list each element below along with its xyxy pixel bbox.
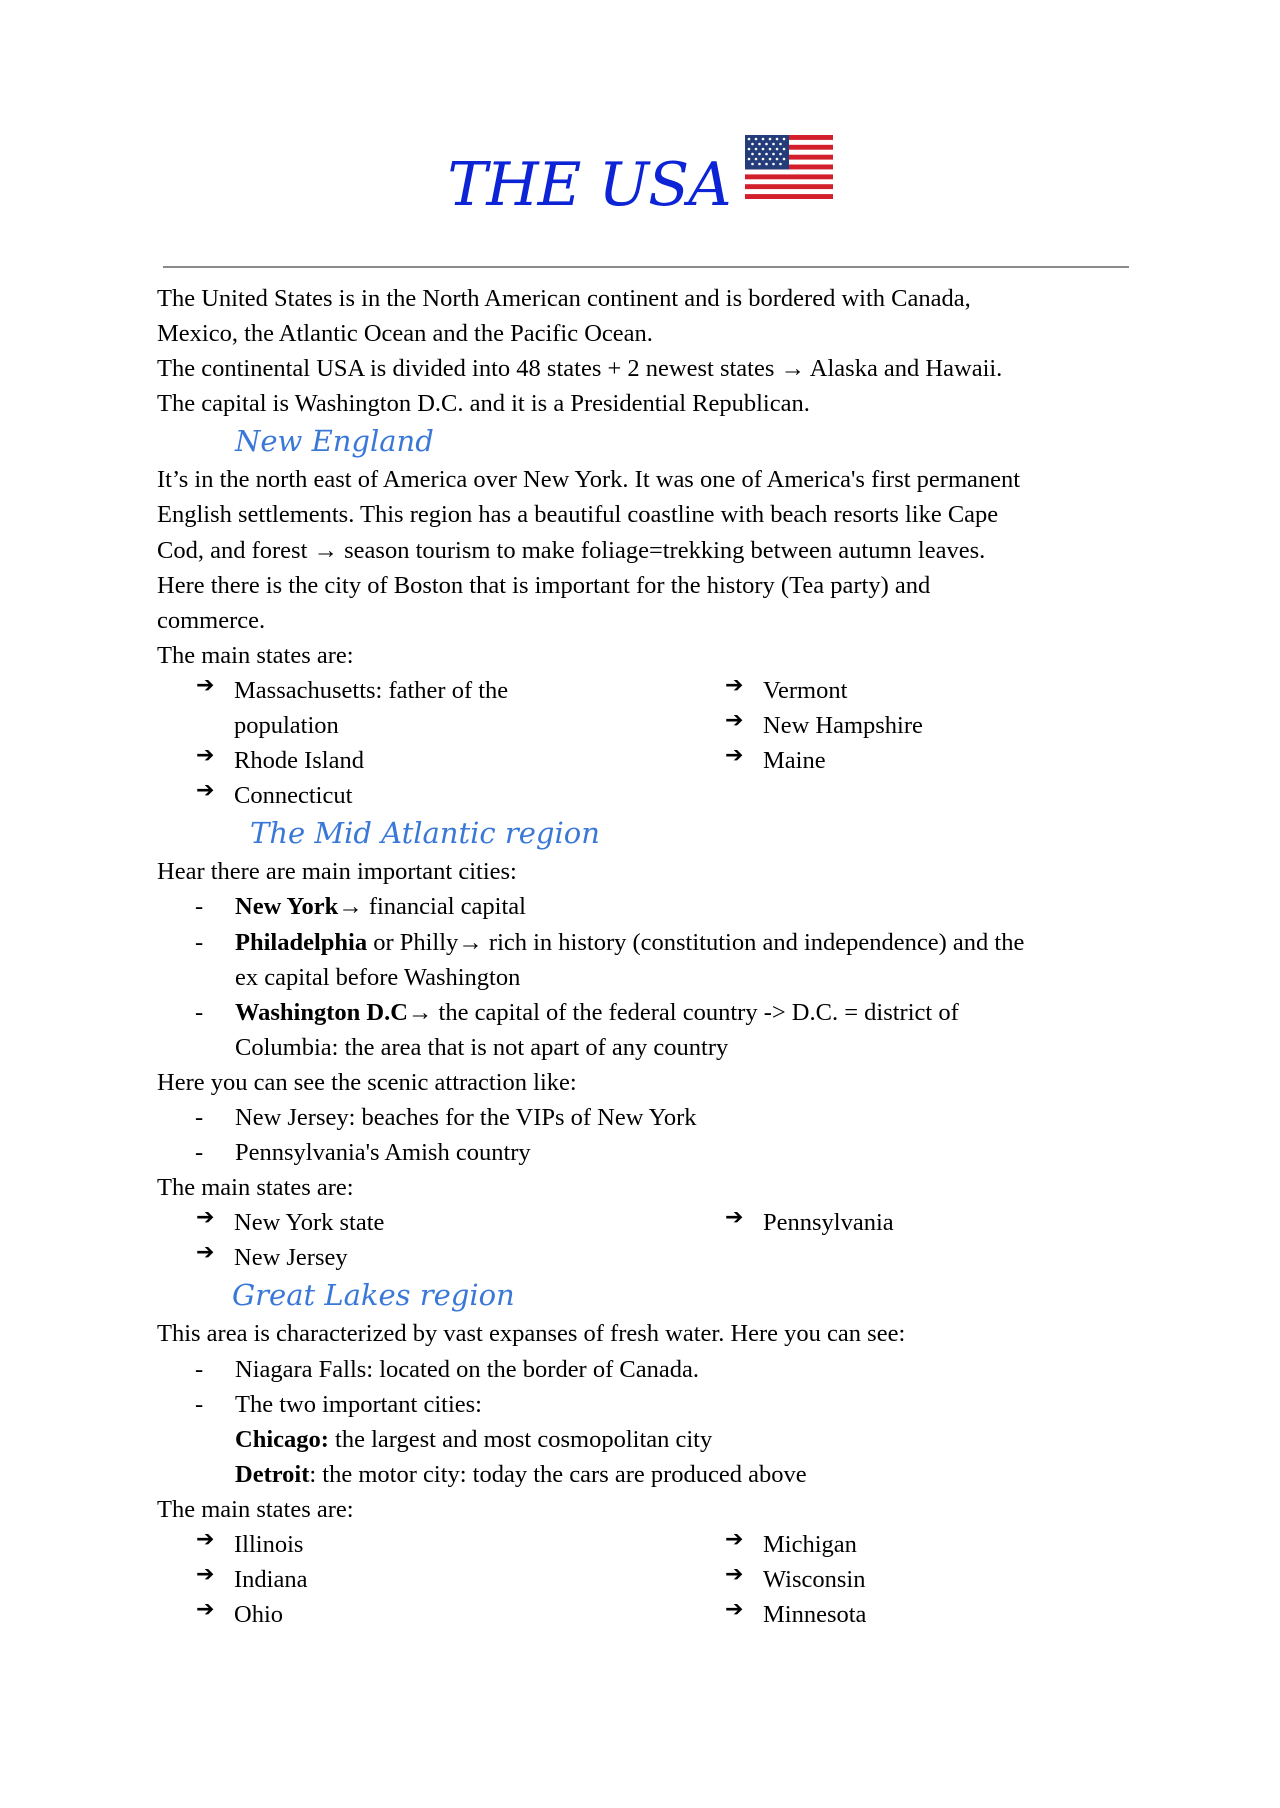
main-content [157,281,1137,1632]
states-column-left [196,673,666,813]
section-heading-new-england: New England [235,424,434,459]
arrow-right-icon: ➔ [196,1240,215,1266]
list-item: ➔ New Jersey [196,1240,348,1272]
arrow-right-icon: ➔ [196,1597,215,1623]
list-item: ➔ Massachusetts: father of the population [196,672,509,740]
states-label: The main states are: [157,1174,354,1202]
list-item: ➔ Michigan [725,1527,857,1559]
arrow-right-icon: ➔ [196,743,215,769]
list-item-continuation: Columbia: the area that is not apart of any country [235,1033,729,1061]
intro-line: Mexico, the Atlantic Ocean and the Pacific Ocean. [157,320,653,348]
intro-line: The United States is in the North American continent and is bordered with Canada, [157,285,971,312]
states-column-left [196,1205,666,1275]
list-item: ➔ Rhode Island [196,743,364,775]
intro-line: The continental USA is divided into 48 states + 2 newest states → Alaska and Hawaii. [157,355,1003,383]
list-item: ➔ New Hampshire [725,708,923,740]
arrow-right-icon: ➔ [725,743,744,769]
list-item: ➔ Illinois [196,1527,304,1559]
paragraph-line: commerce. [157,606,266,634]
list-item: ➔ Vermont [725,672,848,704]
page-title: THE USA [447,150,731,220]
list-item: - New Jersey: beaches for the VIPs of New York [195,1103,697,1131]
arrow-right-icon: ➔ [196,1562,215,1588]
intro-line: The capital is Washington D.C. and it is a Presidential Republican. [157,390,810,418]
list-item: - Pennsylvania's Amish country [195,1139,531,1167]
arrow-right-icon: ➔ [725,708,744,734]
list-item: - The two important cities: [195,1390,482,1418]
paragraph-line: Cod, and forest → season tourism to make foliage=trekking between autumn leaves. [157,536,986,564]
states-list [157,1527,1137,1632]
states-list [157,1205,1137,1275]
arrow-right-icon: ➔ [196,1527,215,1553]
list-item: ➔ Ohio [196,1597,283,1629]
us-flag-icon [745,135,833,206]
paragraph-line: This area is characterized by vast expanses of fresh water. Here you can see: [157,1320,906,1348]
states-column-right [725,1527,1195,1632]
list-item: ➔ New York state [196,1205,385,1237]
list-item: ➔ Connecticut [196,778,353,810]
arrow-right-icon: ➔ [725,672,744,698]
arrow-right-icon: ➔ [725,1205,744,1231]
paragraph-line: English settlements. This region has a beautiful coastline with beach resorts like Cape [157,501,999,529]
states-column-right [725,1205,1195,1240]
list-item: ➔ Minnesota [725,1597,867,1629]
list-item: ➔ Indiana [196,1562,308,1594]
arrow-right-icon: ➔ [725,1597,744,1623]
city-line: Chicago: the largest and most cosmopolitan city [235,1425,713,1453]
list-item: ➔ Pennsylvania [725,1205,894,1237]
paragraph-line: It’s in the north east of America over New York. It was one of America's first permanent [157,466,1021,494]
states-column-right [725,673,1195,778]
arrow-right-icon: ➔ [196,778,215,804]
arrow-right-icon: ➔ [725,1562,744,1588]
states-list [157,673,1137,813]
arrow-right-icon: ➔ [196,1205,215,1231]
paragraph-line: Hear there are main important cities: [157,858,517,886]
section-heading-great-lakes: Great Lakes region [232,1278,515,1313]
section-heading-mid-atlantic: The Mid Atlantic region [250,816,600,851]
list-item-continuation: ex capital before Washington [235,963,521,991]
states-label: The main states are: [157,1495,354,1523]
states-label: The main states are: [157,641,354,669]
states-column-left [196,1527,666,1632]
list-item: ➔ Maine [725,743,826,775]
list-item: - Philadelphia or Philly→ rich in history (constitution and independence) and the [195,928,1025,956]
horizontal-divider [163,266,1129,268]
arrow-right-icon: ➔ [725,1527,744,1553]
paragraph-line: Here there is the city of Boston that is important for the history (Tea party) and [157,571,931,599]
list-item: ➔ Wisconsin [725,1562,866,1594]
list-item: - New York→ financial capital [195,893,526,921]
title-row [0,150,1280,220]
paragraph-line: Here you can see the scenic attraction like: [157,1068,577,1096]
arrow-right-icon: ➔ [196,672,215,698]
city-line: Detroit: the motor city: today the cars are produced above [235,1460,807,1488]
list-item: - Washington D.C→ the capital of the federal country -> D.C. = district of [195,998,959,1026]
list-item: - Niagara Falls: located on the border of Canada. [195,1355,699,1383]
